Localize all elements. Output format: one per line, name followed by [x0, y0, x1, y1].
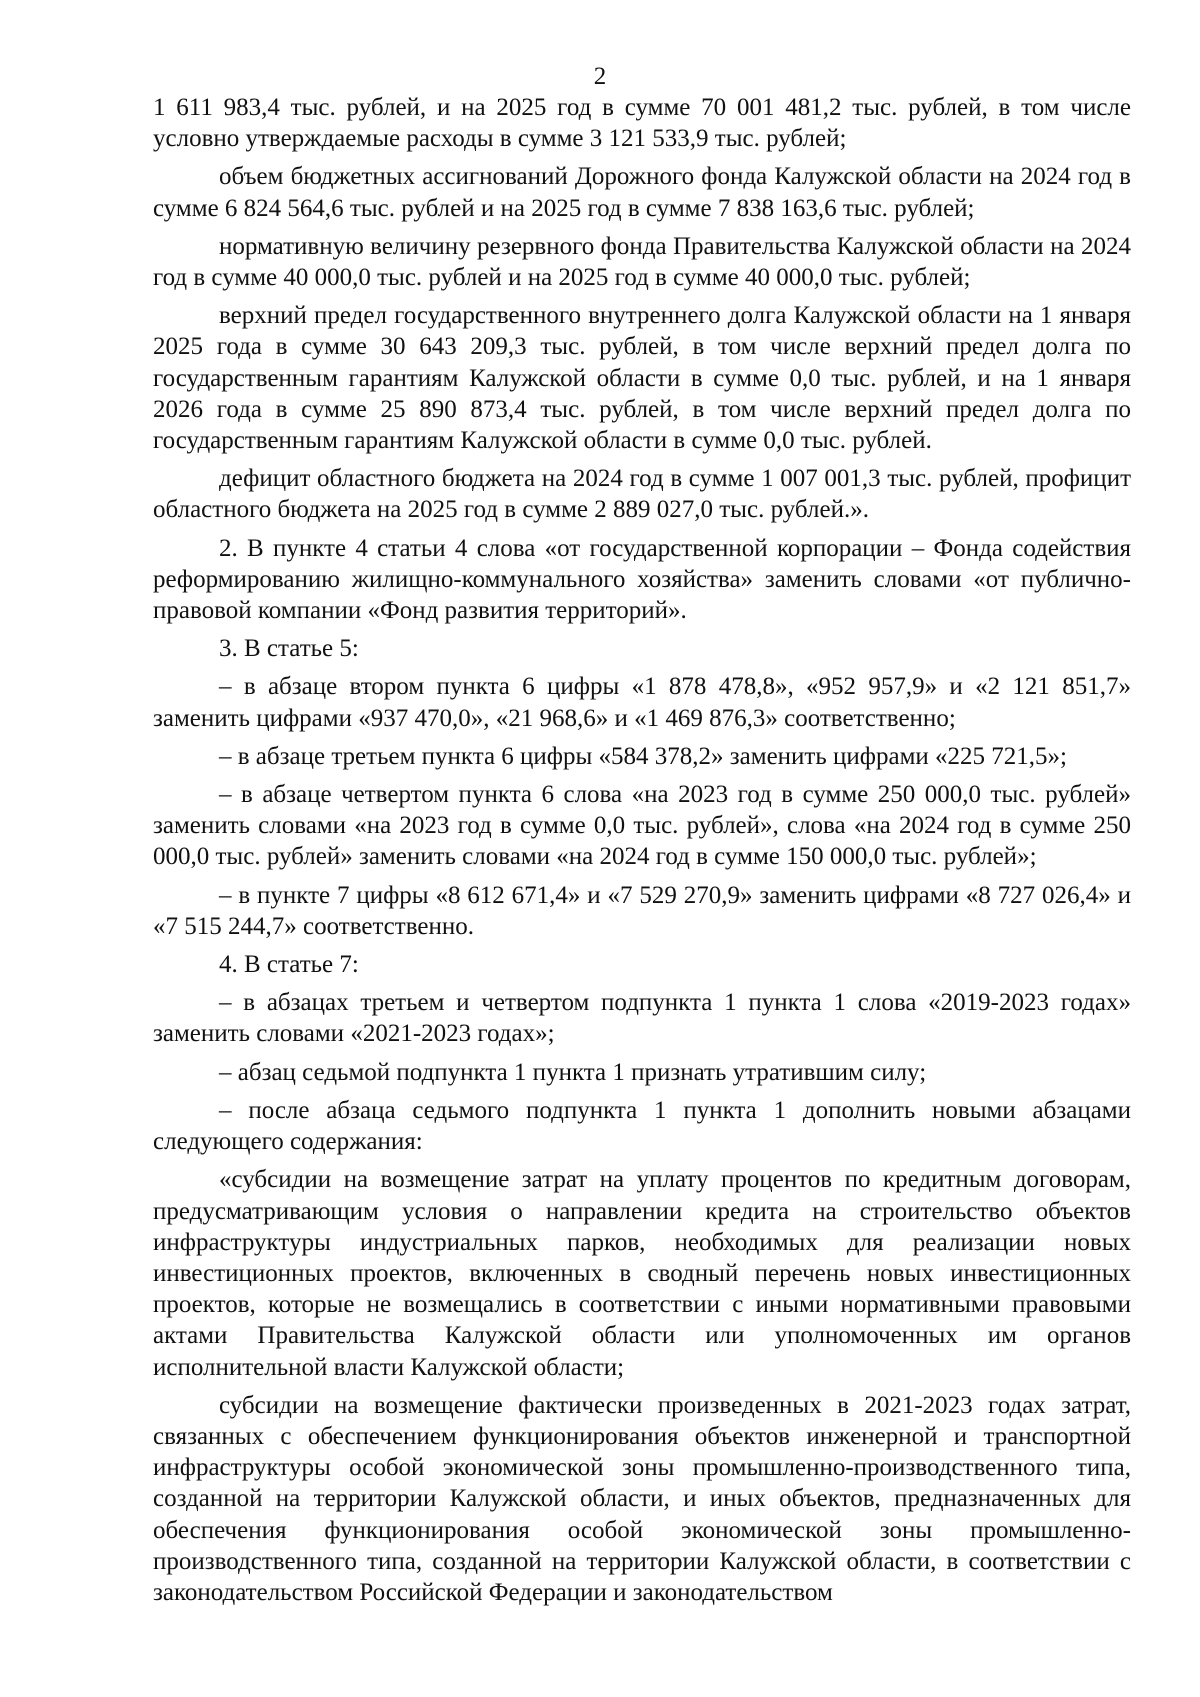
paragraph-item-4-bullet-2: – абзац седьмой подпункта 1 пункта 1 признать утратившим силу; [219, 1058, 927, 1086]
paragraph-item-3-bullet-1: – в абзаце втором пункта 6 цифры «1 878 478,8», «952 957,9» и «2 121 851,7» заменить цифрами «937 470,0», «21 968,6» и «1 469 876,3» соответственно; [153, 673, 1131, 732]
paragraph-item-3-heading: 3. В статье 5: [219, 635, 359, 663]
paragraph-debt-limit: верхний предел государственного внутреннего долга Калужской области на 1 января 2025 года в сумме 30 643 209,3 тыс. рублей, в том числе верхний предел долга по государственным гарантиям Калужской области в сумме 0,0 тыс. рублей, и на 1 января 2026 года в сумме 25 890 873,4 тыс. рублей, в том числе верхний предел долга по государственным гарантиям Калужской области в сумме 0,0 тыс. рублей. [153, 302, 1131, 455]
paragraph-deficit: дефицит областного бюджета на 2024 год в сумме 1 007 001,3 тыс. рублей, профицит областного бюджета на 2025 год в сумме 2 889 027,0 тыс. рублей.». [153, 465, 1131, 524]
document-body [153, 92, 1131, 1615]
paragraph-subsidy-interest: «субсидии на возмещение затрат на уплату процентов по кредитным договорам, предусматривающим условия о направлении кредита на строительство объектов инфраструктуры индустриальных парков, необходимых для реализации новых инвестиционных проектов, включенных в сводный перечень новых инвестиционных проектов, которые не возмещались в соответствии с иными нормативными правовыми актами Правительства Калужской области или уполномоченных им органов исполнительной власти Калужской области; [153, 1166, 1131, 1381]
paragraph-item-4-heading: 4. В статье 7: [219, 951, 359, 979]
paragraph-item-4-bullet-3: – после абзаца седьмого подпункта 1 пункта 1 дополнить новыми абзацами следующего содержания: [153, 1096, 1131, 1156]
paragraph-item-2: 2. В пункте 4 статьи 4 слова «от государственной корпорации – Фонда содействия реформированию жилищно-коммунального хозяйства» заменить словами «от публично-правовой компании «Фонд развития территорий». [153, 534, 1131, 625]
paragraph-item-4-bullet-1: – в абзацах третьем и четвертом подпункта 1 пункта 1 слова «2019-2023 годах» заменить словами «2021-2023 годах»; [153, 989, 1131, 1048]
paragraph-item-3-bullet-4: – в пункте 7 цифры «8 612 671,4» и «7 529 270,9» заменить цифрами «8 727 026,4» и «7 515 244,7» соответственно. [153, 881, 1131, 940]
paragraph-continuation: 1 611 983,4 тыс. рублей, и на 2025 год в сумме 70 001 481,2 тыс. рублей, в том числе условно утверждаемые расходы в сумме 3 121 533,9 тыс. рублей; [153, 94, 1131, 153]
paragraph-item-3-bullet-2: – в абзаце третьем пункта 6 цифры «584 378,2» заменить цифрами «225 721,5»; [219, 742, 1067, 770]
page-number: 2 [593, 63, 607, 90]
paragraph-item-3-bullet-3: – в абзаце четвертом пункта 6 слова «на 2023 год в сумме 250 000,0 тыс. рублей» заменить словами «на 2023 год в сумме 0,0 тыс. рублей», слова «на 2024 год в сумме 250 000,0 тыс. рублей» заменить словами «на 2024 год в сумме 150 000,0 тыс. рублей»; [153, 781, 1131, 871]
paragraph-subsidy-costs: субсидии на возмещение фактически произведенных в 2021-2023 годах затрат, связанных с обеспечением функционирования объектов инженерной и транспортной инфраструктуры особой экономической зоны промышленно-производственного типа, созданной на территории Калужской области, и иных объектов, предназначенных для обеспечения функционирования особой экономической зоны промышленно-производственного типа, созданной на территории Калужской области, в соответствии с законодательством Российской Федерации и законодательством [153, 1391, 1131, 1606]
paragraph-road-fund: объем бюджетных ассигнований Дорожного фонда Калужской области на 2024 год в сумме 6 824 564,6 тыс. рублей и на 2025 год в сумме 7 838 163,6 тыс. рублей; [153, 163, 1131, 222]
paragraph-reserve-fund: нормативную величину резервного фонда Правительства Калужской области на 2024 год в сумме 40 000,0 тыс. рублей и на 2025 год в сумме 40 000,0 тыс. рублей; [153, 232, 1131, 292]
